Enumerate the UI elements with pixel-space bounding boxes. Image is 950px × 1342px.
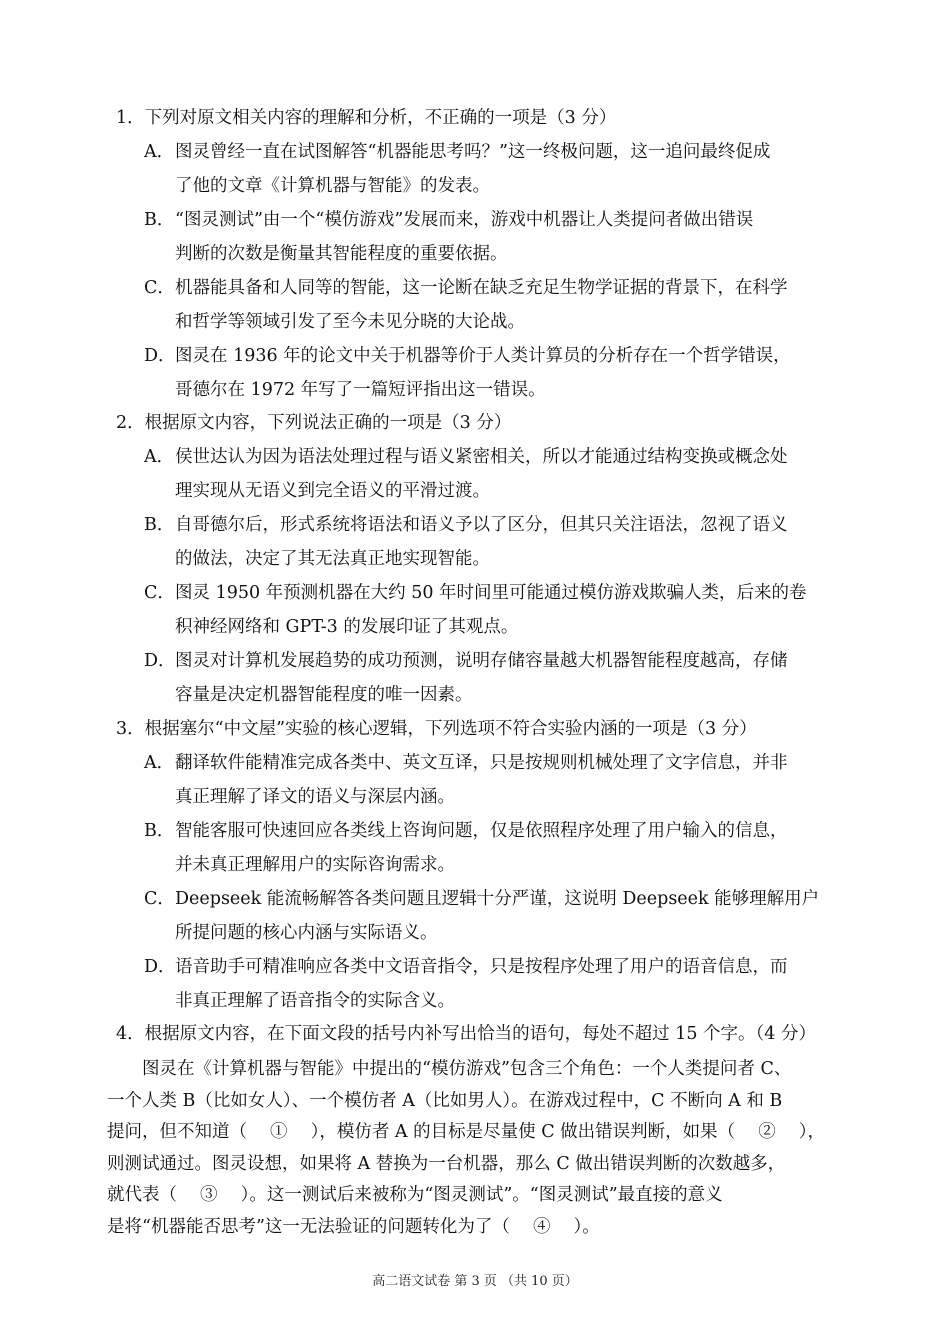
option-line: 所提问题的核心内涵与实际语义。 (175, 923, 438, 943)
question-stem: 2．根据原文内容，下列说法正确的一项是（3 分） (116, 413, 512, 433)
option-letter: D． (144, 957, 176, 977)
option-letter: C． (144, 889, 175, 909)
option-line: 和哲学等领域引发了至今未见分晓的大论战。 (175, 312, 525, 332)
option-letter: A． (144, 447, 175, 467)
question-4 (116, 1017, 856, 1051)
option-line: 积神经网络和 GPT-3 的发展印证了其观点。 (175, 617, 519, 637)
option-line: 语音助手可精准响应各类中文语音指令，只是按程序处理了用户的语音信息，而 (175, 957, 788, 977)
option-line: 机器能具备和人同等的智能，这一论断在缺乏充足生物学证据的背景下，在科学 (175, 278, 788, 298)
option-line: 了他的文章《计算机器与智能》的发表。 (175, 176, 490, 196)
option-line: 自哥德尔后，形式系统将语法和语义予以了区分，但其只关注语法，忽视了语义 (175, 515, 788, 535)
option-line: 侯世达认为因为语法处理过程与语义紧密相关，所以才能通过结构变换或概念处 (175, 447, 788, 467)
option-line: 理实现从无语义到完全语义的平滑过渡。 (175, 481, 490, 501)
option-letter: C． (144, 583, 175, 603)
fill-in-passage (107, 1054, 847, 1243)
passage-line: 一个人类 B（比如女人）、一个模仿者 A（比如男人）。在游戏过程中，C 不断向 A 和 B (107, 1090, 783, 1111)
option-a (116, 746, 856, 814)
option-d (116, 644, 856, 712)
option-a (116, 440, 856, 508)
option-line: 图灵在 1936 年的论文中关于机器等价于人类计算员的分析存在一个哲学错误， (175, 346, 791, 366)
question-stem: 1．下列对原文相关内容的理解和分析，不正确的一项是（3 分） (116, 108, 617, 128)
question-2 (116, 406, 856, 712)
option-letter: C． (144, 278, 175, 298)
option-c (116, 882, 856, 950)
option-letter: B． (144, 210, 175, 230)
passage-line: 则测试通过。图灵设想，如果将 A 替换为一台机器，那么 C 做出错误判断的次数越多， (107, 1153, 786, 1174)
option-b (116, 203, 856, 271)
option-line: 图灵对计算机发展趋势的成功预测，说明存储容量越大机器智能程度越高，存储 (175, 651, 788, 671)
option-d (116, 339, 856, 407)
option-line: 真正理解了译文的语义与深层内涵。 (175, 787, 455, 807)
question-3 (116, 712, 856, 1018)
option-line: 非真正理解了语音指令的实际含义。 (175, 991, 455, 1011)
option-a (116, 135, 856, 203)
option-line: 图灵 1950 年预测机器在大约 50 年时间里可能通过模仿游戏欺骗人类，后来的卷 (175, 583, 807, 603)
passage-line: 图灵在《计算机器与智能》中提出的“模仿游戏”包含三个角色：一个人类提问者 C、 (107, 1059, 792, 1079)
option-line: 的做法，决定了其无法真正地实现智能。 (175, 549, 490, 569)
option-line: 智能客服可快速回应各类线上咨询问题，仅是依照程序处理了用户输入的信息， (175, 821, 788, 841)
option-line: 图灵曾经一直在试图解答“机器能思考吗？”这一终极问题，这一追问最终促成 (175, 142, 771, 162)
option-line: 并未真正理解用户的实际咨询需求。 (175, 855, 455, 875)
option-letter: B． (144, 821, 175, 841)
question-stem: 3．根据塞尔“中文屋”实验的核心逻辑，下列选项不符合实验内涵的一项是（3 分） (116, 719, 757, 739)
option-line: 判断的次数是衡量其智能程度的重要依据。 (175, 244, 508, 264)
option-c (116, 576, 856, 644)
option-line: 翻译软件能精准完成各类中、英文互译，只是按规则机械处理了文字信息，并非 (175, 753, 788, 773)
option-letter: B． (144, 515, 175, 535)
question-1 (116, 101, 856, 407)
option-letter: D． (144, 651, 176, 671)
page-footer: 高二语文试卷 第 3 页 （共 10 页） (372, 1274, 578, 1289)
option-letter: A． (144, 753, 175, 773)
passage-line: 就代表（ ③ ）。这一测试后来被称为“图灵测试”。“图灵测试”最直接的意义 (107, 1185, 723, 1205)
option-b (116, 508, 856, 576)
option-d (116, 950, 856, 1018)
option-line: “图灵测试”由一个“模仿游戏”发展而来，游戏中机器让人类提问者做出错误 (175, 210, 754, 230)
option-line: 哥德尔在 1972 年写了一篇短评指出这一错误。 (175, 380, 546, 400)
option-c (116, 271, 856, 339)
passage-line: 提问，但不知道（ ① ），模仿者 A 的目标是尽量使 C 做出错误判断，如果（ ② ）， (107, 1122, 826, 1142)
question-stem: 4．根据原文内容，在下面文段的括号内补写出恰当的语句，每处不超过 15 个字。（4 分） (116, 1024, 816, 1044)
passage-line: 是将“机器能否思考”这一无法验证的问题转化为了（ ④ ）。 (107, 1216, 600, 1237)
option-b (116, 814, 856, 882)
option-letter: D． (144, 346, 176, 366)
option-line: Deepseek 能流畅解答各类问题且逻辑十分严谨，这说明 Deepseek 能够理解用户 (175, 889, 820, 909)
option-letter: A． (144, 142, 175, 162)
option-line: 容量是决定机器智能程度的唯一因素。 (175, 685, 473, 705)
